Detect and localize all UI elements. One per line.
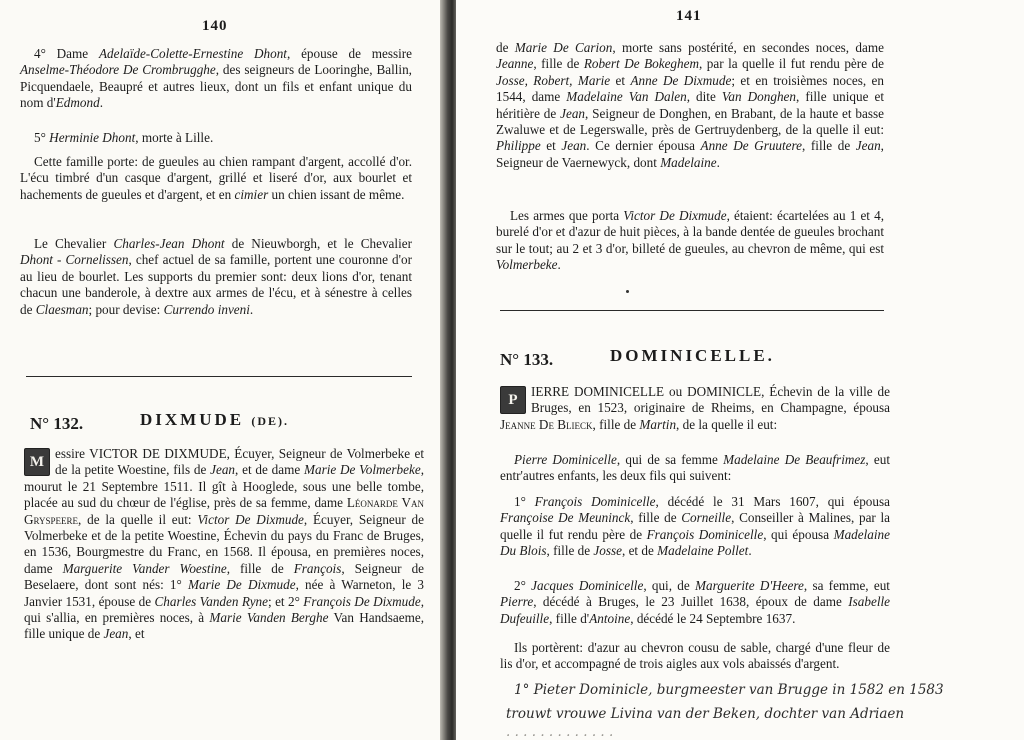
paragraph-chevalier: Le Chevalier Charles-Jean Dhont de Nieuwborgh, et le Chevalier Dhont - Cornelissen, chef actuel de sa famille, portent une couronne d'or au lieu de bourlet. Les supports du premier sont: deux lions d'or, tenant chacun une banderole, à dextre aux armes de l'écu, et à sénestre à celles de Claesman; pour devise: Currendo inveni.: [20, 236, 412, 317]
paragraph-son-1: 1° François Dominicelle, décédé le 31 Mars 1607, qui épousa Françoise De Meuninck, fille de Corneille, Conseiller à Malines, par la quelle il fut rendu père de François Dominicelle, qui épousa Madelaine Du Blois, fille de Josse, et de Madelaine Pollet.: [500, 494, 891, 559]
handwritten-note-line-3: · · · · · · · · · · · · ·: [506, 728, 614, 740]
paragraph-arms-2: Ils portèrent: d'azur au chevron cousu de sable, chargé d'une fleur de lis d'or, et accompagné de trois aigles aux vols abaissés d'argent.: [500, 640, 890, 672]
dropcap-ornament: P: [500, 386, 526, 414]
entry-title: DIXMUDE (DE).: [140, 410, 290, 429]
entry-number: N° 132.: [30, 414, 84, 433]
right-page: [456, 0, 1024, 740]
entry-title-particle: (DE).: [251, 414, 290, 428]
entry-number: N° 133.: [500, 350, 554, 369]
paragraph-son-2: 2° Jacques Dominicelle, qui, de Marguerite D'Heere, sa femme, eut Pierre, décédé à Bruges, le 23 Juillet 1638, époux de dame Isabelle Dufeuille, fille d'Antoine, décédé le 24 Septembre 1637.: [500, 578, 890, 626]
entry-body: M essire VICTOR DE DIXMUDE, Écuyer, Seigneur de Volmerbeke et de la petite Woestine, fils de Jean, et de dame Marie De Volmerbeke, mourut le 21 Septembre 1511. Il gît à Hooglede, sous une belle tombe, placée au sud du chœur de l'église, près de sa femme, dame Léonarde Van Gryspeere, de la quelle il eut: Victor De Dixmude, Écuyer, Seigneur de Volmerbeke et de la petite Woestine, Échevin du pays du Franc de Bruges, en 1536, Bourgmestre du Franc, en 1568. Il épousa, en premières noces, dame Marguerite Vander Woestine, fille de François, Seigneur de Beselaere, dont sont nés: 1° Marie De Dixmude, née à Warneton, le 3 Janvier 1531, épouse de Charles Vanden Ryne; et 2° François De Dixmude, qui s'allia, en premières noces, à Marie Vanden Berghe Van Handsaeme, fille unique de Jean, et: [24, 446, 425, 642]
ink-speck: [626, 290, 629, 293]
paragraph-item-4: 4° Dame Adelaïde-Colette-Ernestine Dhont, épouse de messire Anselme-Théodore De Crombrugghe, des seigneurs de Looringhe, Ballin, Picquendaele, Beaupré et autres lieux, dont un fils et enfant unique du nom d'Edmond.: [20, 46, 412, 111]
handwritten-note-line-1: 1° Pieter Dominicle, burgmeester van Brugge in 1582 en 1583: [514, 682, 944, 698]
page-number: 140: [202, 18, 228, 34]
entry-body: P IERRE DOMINICELLE ou DOMINICLE, Échevin de la ville de Bruges, en 1523, originaire de Rheims, en Champagne, épousa Jeanne De Blieck, fille de Martin, de la quelle il eut:: [500, 384, 890, 432]
dropcap-ornament: M: [24, 448, 50, 476]
paragraph-arms: Cette famille porte: de gueules au chien rampant d'argent, accollé d'or. L'écu timbré d'un casque d'argent, grillé et liseré d'or, aux bourlet et hachements de gueules et d'argent, et en cimier un chien issant de même.: [20, 154, 412, 202]
paragraph-item-5: 5° Herminie Dhont, morte à Lille.: [34, 130, 214, 145]
section-divider: [26, 376, 412, 377]
paragraph-pierre: Pierre Dominicelle, qui de sa femme Madelaine De Beaufrimez, eut entr'autres enfants, les deux fils qui suivent:: [500, 452, 890, 484]
left-page: [0, 0, 446, 740]
paragraph-continuation: de Marie De Carion, morte sans postérité, en secondes noces, dame Jeanne, fille de Robert De Bokeghem, par la quelle il fut rendu père de Josse, Robert, Marie et Anne De Dixmude; et en troisièmes noces, en 1544, dame Madelaine Van Dalen, dite Van Donghen, fille unique et héritière de Jean, Seigneur de Donghen, en Brabant, de la haute et basse Zwaluwe et de Legerswalle, près de Gertruydenberg, de la quelle il eut: Philippe et Jean. Ce dernier épousa Anne De Gruutere, fille de Jean, Seigneur de Vaernewyck, dont Madelaine.: [496, 40, 885, 170]
paragraph-arms: Les armes que porta Victor De Dixmude, étaient: écartelées au 1 et 4, burelé d'or et d'azur de huit pièces, à la bande dentée de gueules brochant sur le tout; au 2 et 3 d'or, billeté de gueules, au chevron de même, qui est Volmerbeke.: [496, 208, 885, 273]
entry-title: DOMINICELLE.: [610, 346, 775, 365]
page-number: 141: [676, 8, 702, 24]
section-divider: [500, 310, 884, 311]
handwritten-note-line-2: trouwt vrouwe Livina van der Beken, dochter van Adriaen: [506, 706, 905, 722]
